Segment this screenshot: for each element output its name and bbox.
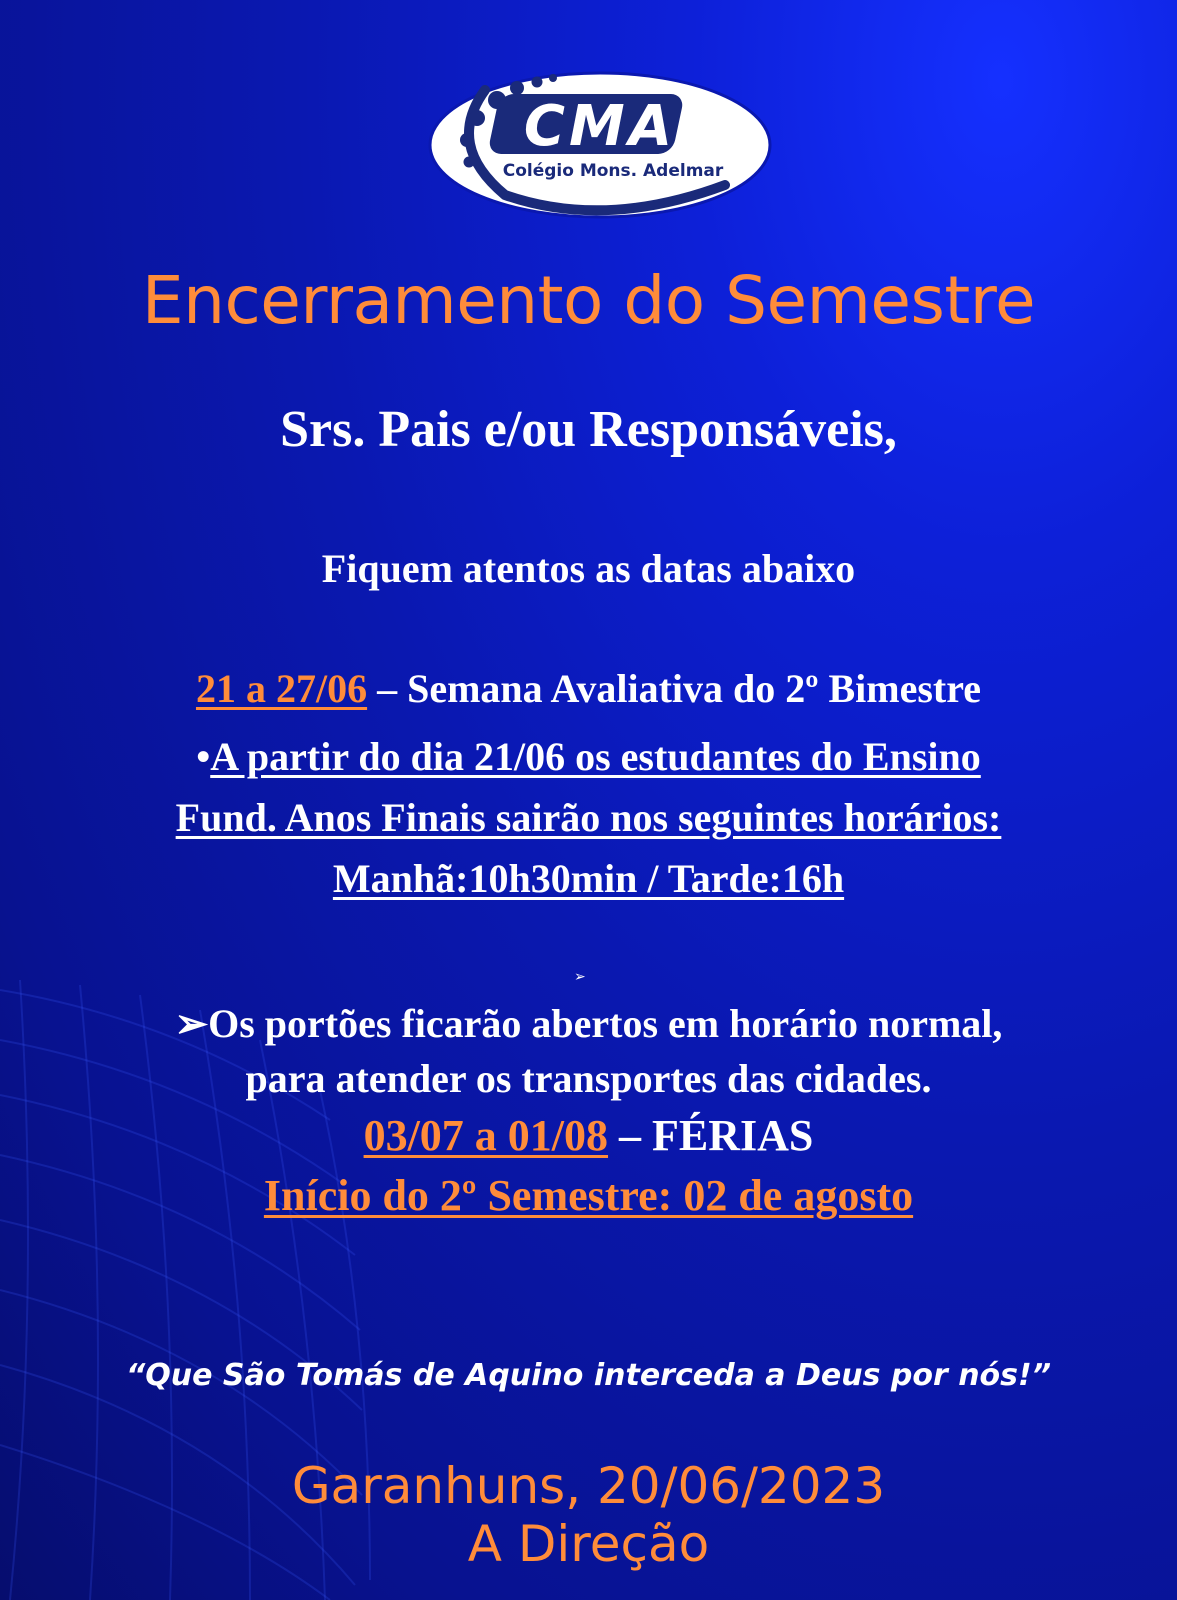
bullet-icon: • [196,734,211,779]
evaluation-dates: 21 a 27/06 [195,666,368,711]
school-logo [425,70,775,220]
semester-start-line [0,1170,1177,1221]
schedule-text-2: Fund. Anos Finais sairão nos seguintes horários: [175,795,1002,840]
schedule-line-3 [0,855,1177,902]
vacation-dates: 03/07 a 01/08 [363,1111,609,1160]
signature: A Direção [467,1515,710,1573]
gates-line-1 [0,1000,1177,1047]
greeting: Srs. Pais e/ou Responsáveis, [280,401,897,458]
gates-text-1: Os portões ficarão abertos em horário normal, [208,1001,1003,1046]
schedule-text-3: Manhã:10h30min / Tarde:16h [332,856,845,901]
notice-text: Fiquem atentos as datas abaixo [321,546,856,591]
semester-start: Início do 2º Semestre: 02 de agosto [263,1171,914,1220]
schedule-text-1: A partir do dia 21/06 os estudantes do Ensino [210,734,981,779]
place-date: Garanhuns, 20/06/2023 [291,1457,886,1515]
schedule-line-2 [0,794,1177,841]
logo-monogram: CMA [523,94,677,159]
evaluation-week-line [0,665,1177,712]
quote: “Que São Tomás de Aquino interceda a Deus por nós!” [125,1358,1052,1393]
page-title: Encerramento do Semestre [141,262,1036,339]
arrow-icon: ➢ [174,1001,209,1046]
schedule-line-1 [0,733,1177,780]
logo-school-name: Colégio Mons. Adelmar [502,161,724,181]
vacation-line [0,1110,1177,1161]
gates-line-2: para atender os transportes das cidades. [245,1056,932,1101]
evaluation-description: – Semana Avaliativa do 2º Bimestre [367,666,982,711]
small-arrow-icon: ➢ [574,969,586,985]
vacation-label: – FÉRIAS [608,1111,814,1160]
